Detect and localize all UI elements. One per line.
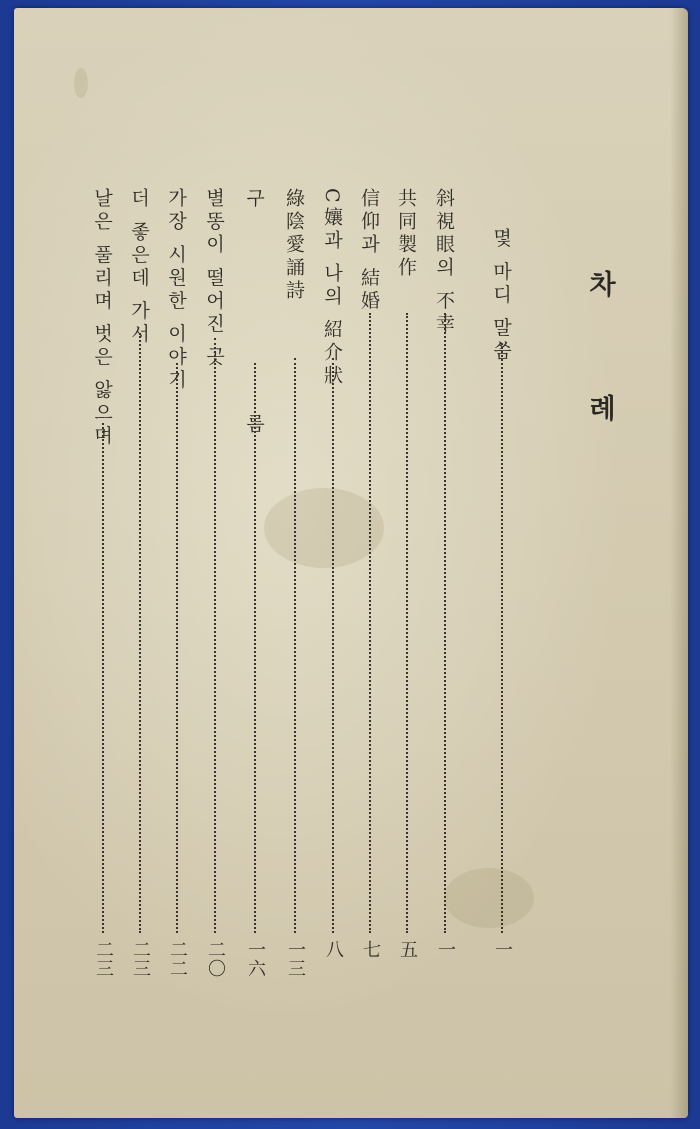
dot-leader: [214, 338, 216, 933]
entry-title: 날은 풀리며 벗은 앓으며: [91, 188, 113, 449]
entry-title: 몇 마디 말씀: [490, 228, 512, 364]
toc-entry: [242, 188, 268, 978]
dot-leader: [444, 313, 446, 933]
entry-page-number: 二〇: [205, 940, 226, 978]
entry-title: 共同製作: [395, 188, 417, 280]
entry-title: 가장 시원한 이야기: [165, 188, 187, 393]
dot-leader: [332, 358, 334, 933]
page-edge-shadow: [670, 8, 688, 1118]
dot-leader: [102, 423, 104, 933]
entry-title: 더 좋은데 가서: [128, 188, 150, 347]
toc-entry: [394, 188, 420, 978]
entry-page-number: 七: [360, 940, 381, 959]
entry-page-number: 一: [492, 940, 513, 959]
entry-page-number: 一: [435, 940, 456, 959]
entry-page-number: 二二: [167, 940, 188, 978]
entry-page-number: 一三: [285, 940, 306, 978]
toc-entry: [164, 188, 190, 978]
toc-entry: [202, 188, 228, 978]
toc-entry: [90, 188, 116, 978]
toc-entry: [357, 188, 383, 978]
entry-page-number: 一六: [245, 940, 266, 978]
entry-page-number: 八: [323, 940, 344, 959]
entry-title: 信仰과 結婚: [358, 188, 380, 314]
toc-entry: [282, 188, 308, 978]
dot-leader: [254, 363, 256, 933]
toc-heading: 차 례: [584, 270, 615, 466]
entry-title: 별똥이 떨어진 곳: [203, 188, 225, 370]
entry-page-number: 二三: [93, 940, 114, 978]
dot-leader: [139, 333, 141, 933]
paper-stain: [74, 68, 88, 98]
dot-leader: [501, 343, 503, 933]
entry-page-number: 五: [397, 940, 418, 959]
entry-title: 斜視眼의 不幸: [433, 188, 455, 337]
entry-title: 綠陰愛誦詩: [283, 188, 305, 303]
dot-leader: [406, 313, 408, 933]
dot-leader: [369, 313, 371, 933]
toc-entry: [320, 188, 346, 978]
toc-entry: [127, 188, 153, 978]
dot-leader: [294, 358, 296, 933]
dot-leader: [176, 363, 178, 933]
toc-entry: [489, 188, 515, 978]
book-page: [14, 8, 688, 1118]
entry-title: C孃과 나의 紹介狀: [321, 188, 343, 388]
entry-page-number: 二三: [130, 940, 151, 978]
entry-title: 구 름: [243, 188, 265, 533]
toc-entry: [432, 188, 458, 978]
